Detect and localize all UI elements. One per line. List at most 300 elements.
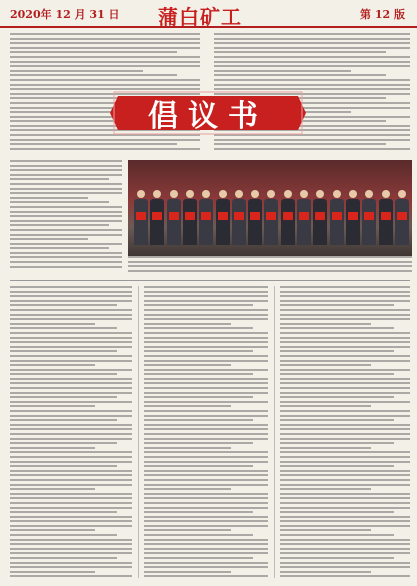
text-line	[10, 332, 132, 334]
text-line	[10, 552, 132, 554]
text-line	[10, 300, 132, 302]
text-line	[280, 327, 394, 329]
text-line	[214, 143, 386, 145]
text-line	[280, 360, 410, 362]
figure-body	[150, 199, 164, 245]
article-column-bottom-3	[280, 286, 410, 578]
text-line	[10, 341, 132, 343]
text-line	[144, 327, 253, 329]
text-line	[10, 337, 132, 339]
text-line	[10, 364, 95, 366]
text-line	[144, 373, 253, 375]
text-line	[144, 479, 268, 481]
certificate	[381, 212, 391, 220]
text-line	[214, 38, 410, 40]
figure-body	[248, 199, 262, 245]
text-line	[280, 428, 410, 430]
figure-head	[267, 190, 275, 198]
text-line	[10, 516, 132, 518]
figure-body	[134, 199, 148, 245]
text-line	[10, 291, 132, 293]
text-line	[10, 419, 117, 421]
text-line	[10, 543, 132, 545]
text-line	[280, 442, 394, 444]
text-line	[214, 42, 410, 44]
figure-head	[202, 190, 210, 198]
text-line	[10, 571, 95, 573]
text-line	[10, 224, 109, 226]
text-line	[10, 465, 117, 467]
certificate	[250, 212, 260, 220]
text-line	[144, 461, 268, 463]
text-line	[144, 341, 268, 343]
text-line	[280, 516, 410, 518]
text-line	[10, 566, 132, 568]
text-line	[280, 566, 410, 568]
figure-body	[395, 199, 409, 245]
text-line	[144, 300, 268, 302]
text-line	[280, 456, 410, 458]
figure-head	[235, 190, 243, 198]
figure-body	[183, 199, 197, 245]
text-line	[10, 220, 122, 222]
figure-body	[216, 199, 230, 245]
text-line	[280, 401, 410, 403]
text-line	[144, 520, 268, 522]
text-line	[280, 484, 410, 486]
text-line	[280, 346, 410, 348]
text-line	[214, 74, 386, 76]
text-line	[10, 323, 95, 325]
text-line	[128, 261, 412, 263]
text-line	[144, 511, 253, 513]
text-line	[144, 286, 268, 288]
text-line	[144, 507, 268, 509]
awardee-figure	[248, 190, 262, 250]
page-number: 第 12 版	[360, 8, 405, 21]
text-line	[214, 148, 410, 150]
text-line	[280, 529, 371, 531]
column-rule-1	[138, 286, 139, 578]
text-line	[280, 369, 410, 371]
text-line	[280, 424, 410, 426]
text-line	[280, 552, 410, 554]
text-line	[280, 410, 410, 412]
text-line	[10, 206, 122, 208]
text-line	[144, 442, 253, 444]
text-line	[10, 197, 88, 199]
text-line	[144, 493, 268, 495]
figure-head	[316, 190, 324, 198]
text-line	[144, 447, 231, 449]
text-line	[144, 392, 268, 394]
text-line	[10, 562, 132, 564]
text-line	[144, 419, 253, 421]
text-line	[144, 360, 268, 362]
figure-body	[313, 199, 327, 245]
text-line	[144, 529, 231, 531]
awardee-figure	[150, 190, 164, 250]
figure-head	[365, 190, 373, 198]
text-line	[144, 502, 268, 504]
figure-head	[153, 190, 161, 198]
certificate	[283, 212, 293, 220]
awardee-figure	[167, 190, 181, 250]
text-line	[280, 355, 410, 357]
text-line	[280, 314, 410, 316]
text-line	[144, 309, 268, 311]
text-line	[10, 327, 117, 329]
text-line	[144, 387, 268, 389]
text-line	[280, 392, 410, 394]
awardee-figure	[264, 190, 278, 250]
text-line	[10, 507, 132, 509]
text-line	[10, 51, 177, 53]
figure-body	[232, 199, 246, 245]
text-line	[214, 139, 410, 141]
figure-head	[398, 190, 406, 198]
text-line	[144, 415, 268, 417]
figure-head	[170, 190, 178, 198]
text-line	[10, 143, 177, 145]
figure-body	[297, 199, 311, 245]
text-line	[10, 461, 132, 463]
text-line	[10, 447, 95, 449]
text-line	[280, 479, 410, 481]
text-line	[10, 188, 122, 190]
text-line	[144, 497, 268, 499]
text-line	[280, 433, 410, 435]
certificate	[397, 212, 407, 220]
text-line	[144, 405, 231, 407]
text-line	[10, 169, 122, 171]
text-line	[144, 488, 231, 490]
awardee-figure	[362, 190, 376, 250]
text-line	[10, 256, 122, 258]
text-line	[10, 396, 117, 398]
text-line	[10, 148, 200, 150]
text-line	[280, 543, 410, 545]
text-line	[10, 229, 122, 231]
text-line	[10, 243, 122, 245]
text-line	[10, 165, 122, 167]
text-line	[144, 304, 253, 306]
text-line	[280, 323, 371, 325]
text-line	[10, 266, 122, 268]
text-line	[10, 451, 132, 453]
figure-head	[382, 190, 390, 198]
text-line	[10, 557, 117, 559]
awardee-figure	[199, 190, 213, 250]
text-line	[280, 332, 410, 334]
text-line	[280, 461, 410, 463]
text-line	[10, 261, 122, 263]
text-line	[280, 470, 410, 472]
text-line	[10, 252, 122, 254]
text-line	[280, 525, 410, 527]
text-line	[144, 291, 268, 293]
text-line	[10, 539, 132, 541]
text-line	[10, 178, 109, 180]
text-line	[144, 369, 268, 371]
text-line	[144, 548, 268, 550]
masthead-logo: 蒲白矿工	[158, 5, 242, 29]
text-line	[144, 484, 268, 486]
text-line	[144, 382, 268, 384]
text-line	[280, 415, 410, 417]
text-line	[144, 401, 268, 403]
text-line	[144, 575, 268, 577]
text-line	[144, 314, 268, 316]
awardee-figure	[134, 190, 148, 250]
text-line	[10, 392, 132, 394]
text-line	[144, 323, 231, 325]
text-line	[144, 525, 268, 527]
text-line	[10, 529, 95, 531]
text-line	[280, 474, 410, 476]
figure-head	[251, 190, 259, 198]
text-line	[10, 309, 132, 311]
text-line	[280, 295, 410, 297]
text-line	[10, 382, 132, 384]
text-line	[10, 314, 132, 316]
certificate	[332, 212, 342, 220]
text-line	[10, 479, 132, 481]
text-line	[280, 350, 394, 352]
text-line	[10, 295, 132, 297]
awardee-figure	[216, 190, 230, 250]
text-line	[10, 520, 132, 522]
text-line	[10, 247, 109, 249]
awardee-figure	[183, 190, 197, 250]
text-line	[10, 511, 117, 513]
text-line	[144, 543, 268, 545]
text-line	[280, 507, 410, 509]
text-line	[280, 396, 394, 398]
figure-body	[281, 199, 295, 245]
figure-body	[167, 199, 181, 245]
text-line	[10, 65, 200, 67]
article-column-bottom-1	[10, 286, 132, 578]
text-line	[280, 382, 410, 384]
text-line	[280, 309, 410, 311]
figure-body	[379, 199, 393, 245]
text-line	[214, 51, 386, 53]
text-line	[280, 493, 410, 495]
certificate	[201, 212, 211, 220]
text-line	[10, 38, 200, 40]
text-line	[144, 318, 268, 320]
text-line	[280, 364, 371, 366]
text-line	[10, 286, 132, 288]
text-line	[144, 355, 268, 357]
text-line	[10, 183, 122, 185]
text-line	[280, 451, 410, 453]
text-line	[280, 511, 394, 513]
text-line	[144, 438, 268, 440]
certificate	[299, 212, 309, 220]
text-line	[10, 346, 132, 348]
text-line	[280, 575, 410, 577]
text-line	[10, 355, 132, 357]
issue-date: 2020年 12 月 31 日	[10, 8, 120, 21]
text-line	[144, 470, 268, 472]
text-line	[280, 337, 410, 339]
text-line	[280, 502, 410, 504]
article-column-bottom-2	[144, 286, 268, 578]
text-line	[10, 350, 117, 352]
text-line	[144, 396, 253, 398]
figure-body	[199, 199, 213, 245]
text-line	[144, 539, 268, 541]
awardee-figure	[232, 190, 246, 250]
certificate	[234, 212, 244, 220]
text-line	[144, 451, 268, 453]
text-line	[280, 571, 371, 573]
page-header	[0, 0, 417, 28]
text-line	[10, 575, 132, 577]
text-line	[144, 474, 268, 476]
text-line	[10, 61, 200, 63]
text-line	[10, 238, 88, 240]
text-line	[280, 378, 410, 380]
text-line	[10, 56, 200, 58]
text-line	[280, 387, 410, 389]
text-line	[10, 201, 109, 203]
text-line	[10, 497, 132, 499]
text-line	[10, 525, 132, 527]
text-line	[144, 534, 253, 536]
figure-head	[349, 190, 357, 198]
text-line	[214, 61, 410, 63]
banner-title: 倡议书	[148, 99, 268, 134]
figure-head	[333, 190, 341, 198]
text-line	[144, 571, 231, 573]
figure-head	[186, 190, 194, 198]
text-line	[144, 337, 268, 339]
figure-head	[284, 190, 292, 198]
text-line	[128, 270, 412, 272]
text-line	[10, 139, 200, 141]
text-line	[128, 256, 412, 258]
awardee-figure	[346, 190, 360, 250]
text-line	[280, 373, 394, 375]
certificate	[136, 212, 146, 220]
text-line	[280, 488, 371, 490]
awardee-figure	[395, 190, 409, 250]
text-line	[280, 557, 394, 559]
section-divider	[10, 280, 410, 281]
figure-head	[300, 190, 308, 198]
text-line	[10, 387, 132, 389]
text-line	[144, 295, 268, 297]
article-column-mid-left	[10, 160, 122, 272]
text-line	[10, 192, 122, 194]
awardee-figure	[281, 190, 295, 250]
figure-body	[330, 199, 344, 245]
certificate	[185, 212, 195, 220]
text-line	[10, 160, 122, 162]
text-line	[280, 405, 371, 407]
figure-head	[137, 190, 145, 198]
photo-caption	[128, 256, 412, 276]
text-line	[144, 552, 268, 554]
proposal-banner	[110, 90, 306, 136]
text-line	[10, 234, 122, 236]
certificate	[152, 212, 162, 220]
text-line	[10, 415, 132, 417]
text-line	[10, 428, 132, 430]
text-line	[144, 456, 268, 458]
text-line	[280, 520, 410, 522]
awardee-figure	[379, 190, 393, 250]
certificate	[218, 212, 228, 220]
text-line	[144, 364, 231, 366]
text-line	[10, 373, 117, 375]
text-line	[10, 174, 122, 176]
text-line	[10, 318, 132, 320]
awardee-figure	[313, 190, 327, 250]
text-line	[10, 488, 95, 490]
text-line	[280, 534, 394, 536]
text-line	[10, 548, 132, 550]
text-line	[280, 548, 410, 550]
text-line	[144, 424, 268, 426]
text-line	[280, 304, 394, 306]
certificate	[169, 212, 179, 220]
text-line	[144, 465, 253, 467]
text-line	[144, 346, 268, 348]
text-line	[10, 42, 200, 44]
text-line	[10, 33, 200, 35]
text-line	[214, 65, 410, 67]
text-line	[10, 304, 117, 306]
text-line	[280, 318, 410, 320]
text-line	[10, 378, 132, 380]
text-line	[10, 401, 132, 403]
text-line	[280, 419, 394, 421]
awardee-figure	[330, 190, 344, 250]
column-rule-2	[274, 286, 275, 578]
text-line	[10, 534, 117, 536]
text-line	[10, 456, 132, 458]
text-line	[280, 497, 410, 499]
text-line	[10, 74, 177, 76]
text-line	[280, 291, 410, 293]
figure-body	[264, 199, 278, 245]
text-line	[144, 410, 268, 412]
text-line	[10, 369, 132, 371]
text-line	[10, 502, 132, 504]
figure-body	[362, 199, 376, 245]
text-line	[144, 332, 268, 334]
text-line	[10, 410, 132, 412]
text-line	[144, 428, 268, 430]
text-line	[280, 562, 410, 564]
text-line	[10, 493, 132, 495]
text-line	[10, 470, 132, 472]
certificate	[364, 212, 374, 220]
text-line	[280, 539, 410, 541]
text-line	[10, 442, 117, 444]
text-line	[214, 70, 351, 72]
certificate	[315, 212, 325, 220]
award-ceremony-photo	[128, 160, 412, 256]
text-line	[144, 566, 268, 568]
text-line	[10, 360, 132, 362]
text-line	[10, 84, 200, 86]
text-line	[10, 474, 132, 476]
